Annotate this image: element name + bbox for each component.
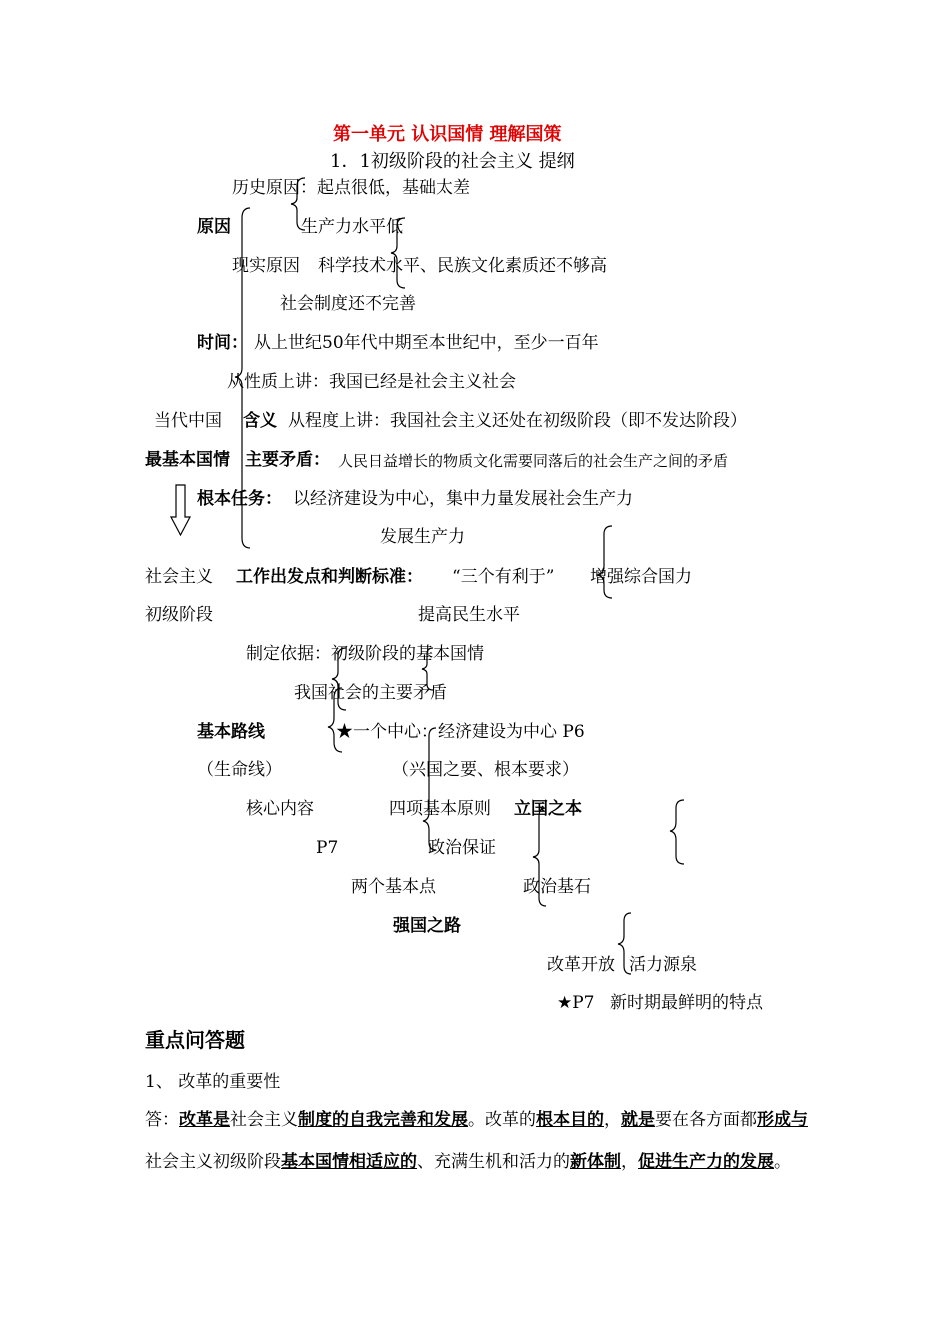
brace-standard bbox=[597, 526, 612, 598]
brace-liguo bbox=[533, 808, 546, 906]
basis-text: 制定依据：初级阶段的基本国情 bbox=[246, 644, 484, 664]
p7-label: P7 bbox=[316, 838, 339, 858]
answer-key-condition: 基本国情相适应的 bbox=[281, 1152, 417, 1172]
develop-productivity: 发展生产力 bbox=[380, 527, 465, 547]
answer-key-reform: 改革是 bbox=[179, 1110, 230, 1130]
vitality-source: 活力源泉 bbox=[629, 955, 697, 975]
brace-basic-line bbox=[328, 688, 342, 752]
brace-center bbox=[423, 728, 436, 850]
basic-condition-label: 最基本国情 bbox=[145, 450, 230, 470]
answer-text: 。 bbox=[774, 1152, 791, 1172]
four-principles: 四项基本原则 bbox=[389, 799, 491, 819]
root-task-label: 根本任务： bbox=[197, 489, 282, 509]
current-china: 当代中国 bbox=[154, 411, 222, 431]
brace-main bbox=[235, 208, 250, 548]
brace-right-empty bbox=[670, 800, 684, 864]
brace-contradiction bbox=[422, 648, 433, 690]
answer-text: 社会主义初级阶段 bbox=[145, 1152, 281, 1172]
answer-text: ， bbox=[604, 1110, 621, 1130]
core-content: 核心内容 bbox=[246, 799, 314, 819]
answer-text: 要在各方面都 bbox=[655, 1110, 757, 1130]
main-contradiction-text: 人民日益增长的物质文化需要同落后的社会生产之间的矛盾 bbox=[338, 452, 729, 470]
work-standard-label: 工作出发点和判断标准： bbox=[236, 567, 423, 587]
two-points: 两个基本点 bbox=[351, 877, 436, 897]
new-era-feature: 新时期最鲜明的特点 bbox=[610, 993, 763, 1013]
answer-key-form: 形成与 bbox=[757, 1110, 808, 1130]
political-guarantee: 政治保证 bbox=[428, 838, 496, 858]
answer-paragraph bbox=[145, 1099, 810, 1183]
degree-text: 从程度上讲：我国社会主义还处在初级阶段（即不发达阶段） bbox=[288, 411, 747, 431]
system-incomplete: 社会制度还不完善 bbox=[280, 294, 416, 314]
liguo-label: 立国之本 bbox=[514, 799, 582, 819]
answer-text: 、充满生机和活力的 bbox=[417, 1152, 570, 1172]
page-subtitle: 1．1初级阶段的社会主义 提纲 bbox=[330, 151, 575, 172]
question-1: 1、 改革的重要性 bbox=[145, 1072, 281, 1092]
primary-stage: 初级阶段 bbox=[145, 605, 213, 625]
time-label: 时间： bbox=[197, 333, 248, 353]
reality-reason: 现实原因 bbox=[232, 256, 300, 276]
xingguo-text: （兴国之要、根本要求） bbox=[392, 760, 579, 780]
brace-history bbox=[291, 178, 305, 230]
productivity-low: 生产力水平低 bbox=[301, 217, 403, 237]
science-level-low: 科学技术水平、民族文化素质还不够高 bbox=[318, 256, 607, 276]
brace-reality bbox=[391, 218, 405, 288]
root-task-text: 以经济建设为中心，集中力量发展社会生产力 bbox=[293, 489, 633, 509]
answer-text: 。改革的 bbox=[468, 1110, 536, 1130]
one-center: ★一个中心：经济建设为中心 P6 bbox=[336, 722, 585, 742]
answer-key-jiushi: 就是 bbox=[621, 1110, 655, 1130]
reform-opening: 改革开放 bbox=[547, 955, 615, 975]
basic-line-label: 基本路线 bbox=[197, 722, 265, 742]
brace-strong-road bbox=[618, 913, 631, 974]
hollow-down-arrow-icon bbox=[171, 485, 190, 535]
three-benefits: “三个有利于” bbox=[452, 567, 555, 587]
history-reason: 历史原因：起点很低，基础太差 bbox=[232, 178, 470, 198]
answer-text: 社会主义 bbox=[230, 1110, 298, 1130]
nature-text: 从性质上讲：我国已经是社会主义社会 bbox=[227, 372, 516, 392]
strong-road-label: 强国之路 bbox=[393, 916, 461, 936]
time-text: 从上世纪50年代中期至本世纪中，至少一百年 bbox=[254, 333, 599, 353]
reason-label: 原因 bbox=[197, 217, 231, 237]
answer-key-productivity: 促进生产力的发展 bbox=[638, 1152, 774, 1172]
lifeline: （生命线） bbox=[197, 760, 282, 780]
qa-heading: 重点问答题 bbox=[145, 1028, 245, 1052]
meaning-label: 含义 bbox=[243, 411, 277, 431]
answer-text: ， bbox=[621, 1152, 638, 1172]
answer-prefix: 答： bbox=[145, 1110, 179, 1130]
star-p7: ★P7 bbox=[557, 993, 595, 1013]
answer-key-new-system: 新体制 bbox=[570, 1152, 621, 1172]
answer-key-purpose: 根本目的 bbox=[536, 1110, 604, 1130]
living-standard: 提高民生水平 bbox=[418, 605, 520, 625]
contradiction-text: 我国社会的主要矛盾 bbox=[294, 683, 447, 703]
main-contradiction-label: 主要矛盾： bbox=[245, 450, 330, 470]
socialism-label: 社会主义 bbox=[145, 567, 213, 587]
answer-key-self-improve: 制度的自我完善和发展 bbox=[298, 1110, 468, 1130]
page-title: 第一单元 认识国情 理解国策 bbox=[333, 124, 562, 145]
national-power: 增强综合国力 bbox=[590, 567, 692, 587]
political-cornerstone: 政治基石 bbox=[523, 877, 591, 897]
